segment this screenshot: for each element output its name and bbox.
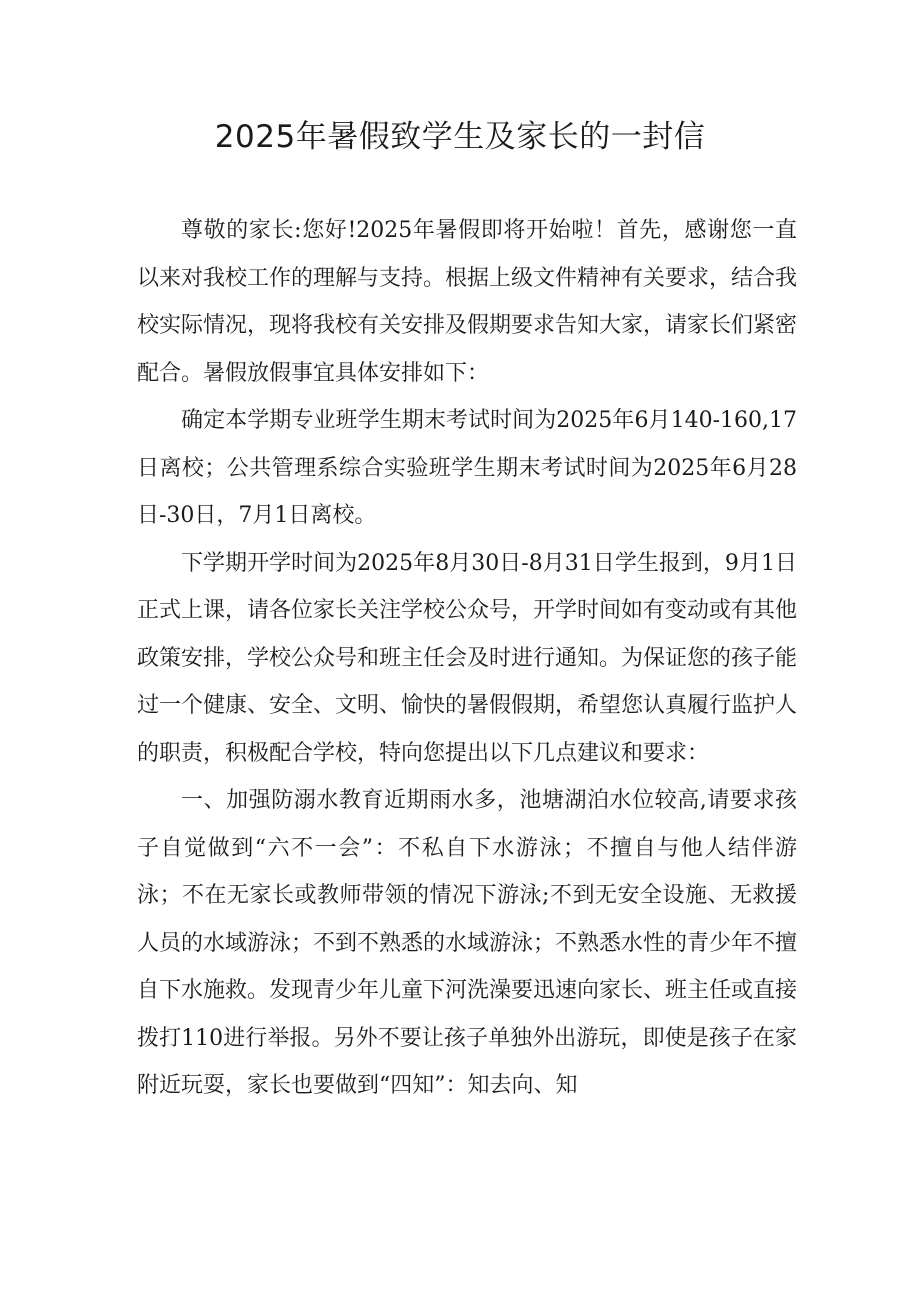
paragraph-drowning-prevention: 一、加强防溺水教育近期雨水多，池塘湖泊水位较高,请要求孩子自觉做到“六不一会”：不私自下水游泳；不擅自与他人结伴游泳；不在无家长或教师带领的情况下游泳;不到无安全设施、无救援人员的水域游泳；不到不熟悉的水域游泳；不熟悉水性的青少年不擅自下水施救。发现青少年儿童下河洗澡要迅速向家长、班主任或直接拨打110进行举报。另外不要让孩子单独外出游玩，即使是孩子在家附近玩耍，家长也要做到“四知”：知去向、知: [137, 788, 798, 1098]
document-title: 2025年暑假致学生及家长的一封信: [214, 119, 706, 155]
paragraph-greeting: 尊敬的家长:您好!2025年暑假即将开始啦！首先，感谢您一直以来对我校工作的理解与支持。根据上级文件精神有关要求，结合我校实际情况，现将我校有关安排及假期要求告知大家，请家长们紧密配合。暑假放假事宜具体安排如下：: [137, 218, 798, 386]
paragraph-exam-schedule: 确定本学期专业班学生期末考试时间为2025年6月140-160,17日离校；公共管理系综合实验班学生期末考试时间为2025年6月28日-30日，7月1日离校。: [137, 408, 797, 528]
paragraph-next-semester: 下学期开学时间为2025年8月30日-8月31日学生报到，9月1日正式上课，请各位家长关注学校公众号，开学时间如有变动或有其他政策安排，学校公众号和班主任会及时进行通知。为保证您的孩子能过一个健康、安全、文明、愉快的暑假假期，希望您认真履行监护人的职责，积极配合学校，特向您提出以下几点建议和要求：: [137, 550, 798, 766]
letter-body: [137, 207, 797, 1110]
